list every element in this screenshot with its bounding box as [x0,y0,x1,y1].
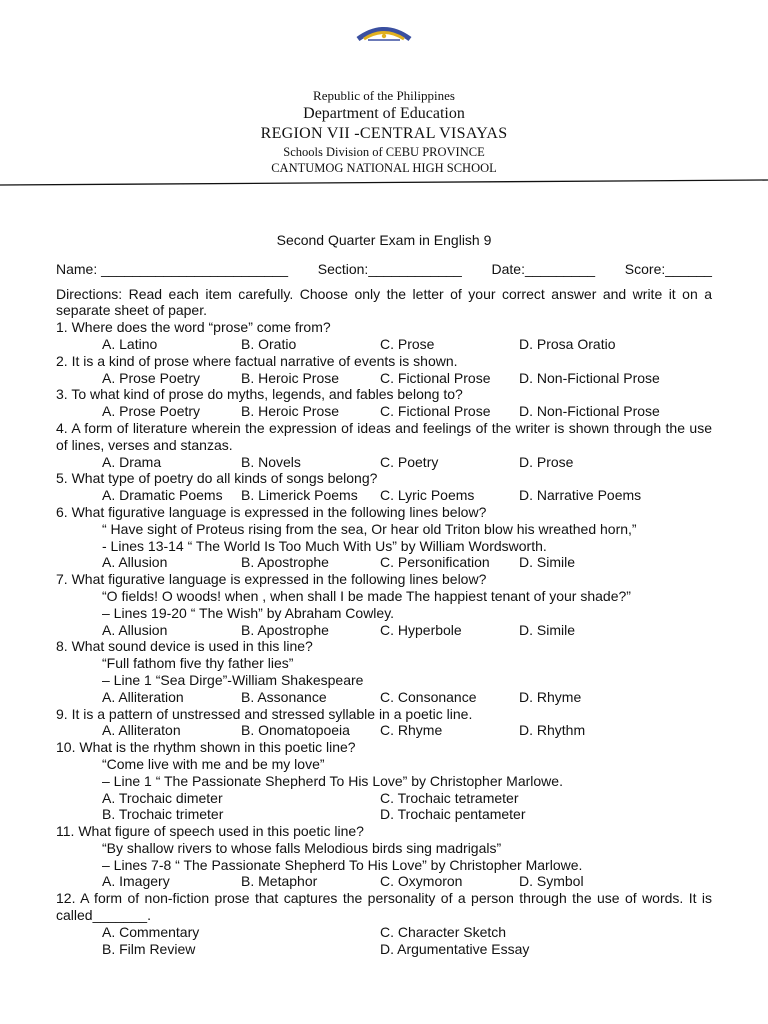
student-info-row [56,261,712,278]
answer-options [102,454,712,471]
exam-content [56,232,712,957]
question-stem: 4. A form of literature wherein the expression of ideas and feelings of the writer is shown through the use of lines, verses and stanzas. [56,419,712,453]
answer-choice[interactable]: D. Prose [519,453,574,470]
answer-choice[interactable]: D. Symbol [519,873,584,890]
answer-choice[interactable]: C. Fictional Prose [380,403,491,420]
answer-choice[interactable]: D. Non-Fictional Prose [519,403,660,420]
answer-choice[interactable]: C. Trochaic tetrameter [380,789,519,806]
answer-choice[interactable]: D. Simile [519,554,576,571]
question-stem: 6. What figurative language is expressed in the following lines below? [56,503,487,520]
question-stem: 7. What figurative language is expressed in the following lines below? [56,571,487,588]
question-item [56,504,712,571]
answer-choice[interactable]: C. Consonance [380,688,477,705]
question-stem: 1. Where does the word “prose” come from? [56,319,331,336]
answer-choice[interactable]: C. Fictional Prose [380,369,491,386]
answer-choice[interactable]: C. Lyric Poems [380,487,475,504]
answer-choice[interactable]: C. Prose [380,335,435,352]
score-field[interactable]: Score:______ [624,260,712,277]
answer-options [102,689,712,706]
name-field[interactable]: Name: ________________________ [56,260,288,277]
question-item [56,353,712,387]
answer-choice[interactable]: D. Trochaic pentameter [380,806,526,823]
question-item [56,470,712,504]
answer-options [102,790,712,807]
answer-choice[interactable]: A. Trochaic dimeter [102,789,223,806]
answer-choice[interactable]: C. Character Sketch [380,923,507,940]
exam-title: Second Quarter Exam in English 9 [276,232,492,248]
answer-choice[interactable]: B. Onomatopoeia [241,722,350,739]
answer-options [102,403,712,420]
answer-options [102,924,712,941]
question-item [56,823,712,890]
answer-choice[interactable]: B. Heroic Prose [241,369,340,386]
header-divider [0,179,768,189]
question-item [56,386,712,420]
division-line: Schools Division of CEBU PROVINCE [283,145,485,159]
quoted-line: “ Have sight of Proteus rising from the sea, Or hear old Triton blow his wreathed horn,” [102,520,637,537]
question-list [56,319,712,957]
question-stem: 10. What is the rhythm shown in this poetic line? [56,739,356,756]
answer-choice[interactable]: D. Rhythm [519,722,586,739]
answer-options [102,622,712,639]
answer-choice[interactable]: D. Simile [519,621,576,638]
question-item [56,739,712,823]
letterhead [0,88,768,176]
answer-choice[interactable]: B. Apostrophe [241,554,329,571]
answer-choice[interactable]: A. Alliteraton [102,722,181,739]
answer-choice[interactable]: B. Novels [241,453,301,470]
republic-line: Republic of the Philippines [313,88,455,103]
quoted-line: – Lines 7-8 “ The Passionate Shepherd To His Love” by Christopher Marlowe. [102,856,583,873]
question-stem: 3. To what kind of prose do myths, legends, and fables belong to? [56,386,463,403]
answer-choice[interactable]: C. Poetry [380,453,439,470]
answer-choice[interactable]: A. Drama [102,453,162,470]
answer-choice[interactable]: C. Personification [380,554,490,571]
answer-options [102,336,712,353]
question-stem: 9. It is a pattern of unstressed and stressed syllable in a poetic line. [56,705,473,722]
quoted-line: – Line 1 “ The Passionate Shepherd To His Love” by Christopher Marlowe. [102,772,563,789]
quoted-line: - Lines 13-14 “ The World Is Too Much With Us” by William Wordsworth. [102,537,547,554]
quoted-line: – Lines 19-20 “ The Wish” by Abraham Cowley. [102,604,395,621]
answer-choice[interactable]: B. Heroic Prose [241,403,340,420]
answer-choice[interactable]: B. Assonance [241,688,327,705]
answer-choice[interactable]: B. Oratio [241,335,297,352]
directions: Directions: Read each item carefully. Choose only the letter of your correct answer and write it on a separate sheet of paper. [56,285,712,319]
department-line: Department of Education [303,105,465,122]
answer-options [102,487,712,504]
school-line: CANTUMOG NATIONAL HIGH SCHOOL [271,161,497,175]
answer-choice[interactable]: C. Rhyme [380,722,443,739]
question-item [56,571,712,638]
region-line: REGION VII -CENTRAL VISAYAS [260,125,508,142]
quoted-line: “Come live with me and be my love” [102,755,325,772]
answer-choice[interactable]: A. Prose Poetry [102,369,201,386]
question-item [56,420,712,470]
quoted-line: “Full fathom five thy father lies” [102,655,294,672]
answer-choice[interactable]: B. Metaphor [241,873,318,890]
answer-choice[interactable]: A. Dramatic Poems [102,487,223,504]
answer-choice[interactable]: C. Hyperbole [380,621,462,638]
answer-choice[interactable]: D. Argumentative Essay [380,940,530,957]
question-item [56,319,712,353]
answer-options [102,370,712,387]
question-item [56,890,712,957]
answer-choice[interactable]: A. Commentary [102,923,200,940]
question-stem: 5. What type of poetry do all kinds of songs belong? [56,470,378,487]
quoted-line: – Line 1 “Sea Dirge”-William Shakespeare [102,671,364,688]
answer-choice[interactable]: A. Prose Poetry [102,403,201,420]
answer-options [102,554,712,571]
answer-choice[interactable]: A. Allusion [102,621,168,638]
answer-choice[interactable]: A. Latino [102,335,158,352]
quoted-line: “By shallow rivers to whose falls Melodious birds sing madrigals” [102,839,502,856]
answer-choice[interactable]: D. Non-Fictional Prose [519,369,660,386]
answer-choice[interactable]: D. Rhyme [519,688,582,705]
answer-options [102,722,712,739]
answer-choice[interactable]: B. Film Review [102,940,196,957]
quoted-line: “O fields! O woods! when , when shall I be made The happiest tenant of your shade?” [102,587,631,604]
question-stem: 11. What figure of speech used in this poetic line? [56,823,364,840]
question-stem: 12. A form of non-fiction prose that captures the personality of a person through the use of words. It is called_______. [56,890,712,924]
answer-options [102,806,712,823]
answer-choice[interactable]: D. Narrative Poems [519,487,642,504]
answer-choice[interactable]: D. Prosa Oratio [519,335,616,352]
question-stem: 2. It is a kind of prose where factual narrative of events is shown. [56,352,458,369]
section-field[interactable]: Section:____________ [317,260,462,277]
answer-choice[interactable]: B. Limerick Poems [241,487,358,504]
question-item [56,638,712,705]
answer-choice[interactable]: C. Oxymoron [380,873,463,890]
answer-choice[interactable]: A. Alliteration [102,688,184,705]
answer-choice[interactable]: B. Trochaic trimeter [102,806,224,823]
answer-choice[interactable]: A. Imagery [102,873,170,890]
answer-options [102,873,712,890]
question-stem: 8. What sound device is used in this line? [56,638,313,655]
deped-seal-logo [354,22,414,42]
answer-choice[interactable]: A. Allusion [102,554,168,571]
question-item [56,706,712,740]
answer-choice[interactable]: B. Apostrophe [241,621,329,638]
date-field[interactable]: Date:_________ [491,260,596,277]
answer-options [102,941,712,958]
